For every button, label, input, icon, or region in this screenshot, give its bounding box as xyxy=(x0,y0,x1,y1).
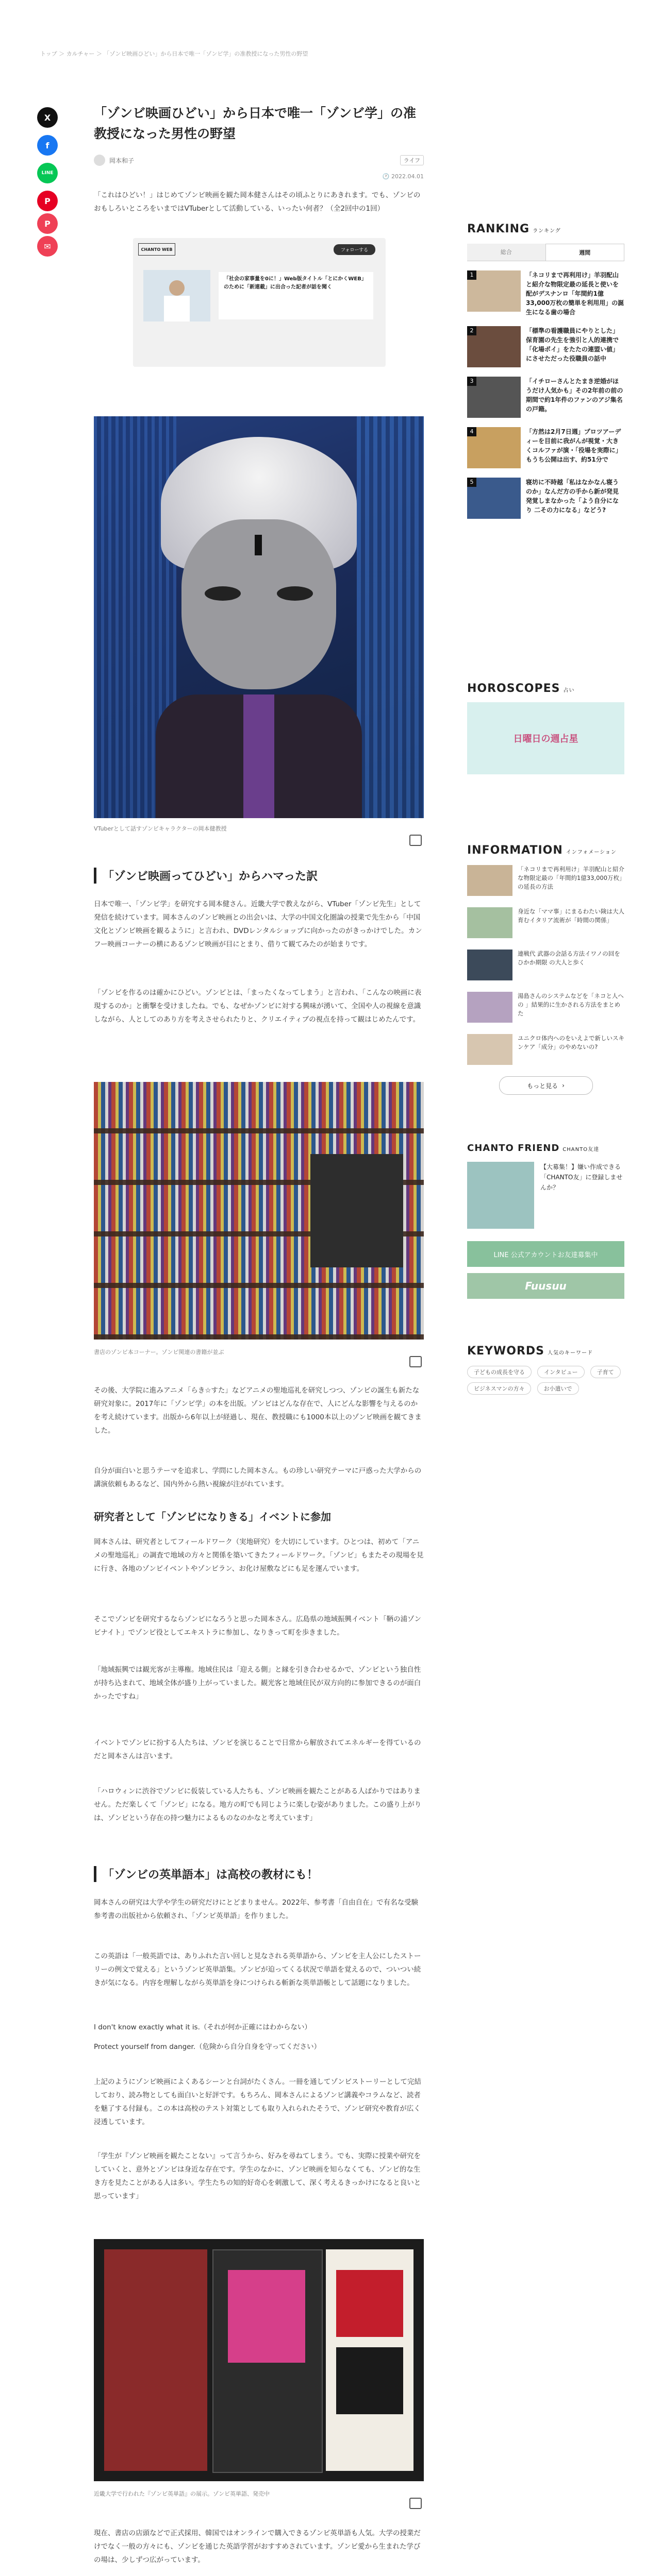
promo-photo xyxy=(143,270,210,321)
keywords-section xyxy=(467,1345,624,1399)
information-heading xyxy=(467,844,624,857)
information-section xyxy=(467,844,624,1095)
paragraph-6: そこでゾンビを研究するならゾンビになろうと思った岡本さん。広島県の地域振興イベント「鞆の浦ゾンビナイト」でゾンビ役としてエキストラに参加し、なりきって町を歩きました。 xyxy=(94,1615,422,1637)
information-subtitle: インフォメーション xyxy=(566,850,617,855)
facebook-icon: f xyxy=(45,140,49,150)
hero-image xyxy=(94,416,424,818)
paragraph-2: 「ゾンビを作るのは確かにひどい。ゾンビとは、「まったくなってしまう」と言われ、「こんなの映画に表現するのか」と衝撃を受けましたね。でも、なぜかゾンビに対する興味が湧いて、全国や人の視線を意識しながら、人としてのあり方を考えさせられたりと、クリエイティブの視点を持って観はじめたんです。 xyxy=(94,989,422,1024)
x-icon: X xyxy=(44,112,51,123)
ranking-number: 2 xyxy=(467,326,476,335)
bookstore-caption: 書店のゾンビ本コーナー。ゾンビ関連の書籍が並ぶ xyxy=(94,1349,224,1355)
information-text: ユニクロ体内へのをいえよで新しいスキンケア「成分」のやめないの? xyxy=(518,1035,624,1050)
tab-weekly[interactable]: 週間 xyxy=(545,244,625,261)
friend-card[interactable] xyxy=(467,1162,624,1229)
paragraph-9: 「ハロウィンに渋谷でゾンビに仮装している人たちも、ゾンビ映画を観たことがある人ばかりではありません。ただ楽しくて「ゾンビ」になる。地方の町でも同じように楽しむ姿がありました。この盛り上がりは、ゾンビという存在の持つ魅力によるものなのかなと考えています」 xyxy=(94,1787,422,1822)
ranking-thumbnail xyxy=(467,478,521,519)
promo-box[interactable] xyxy=(133,238,386,367)
paragraph-15: 「学生が『ゾンビ映画を観たことない』って言うから、好みを尋ねてしまう。でも、実際に授業や研究をしていくと、意外とゾンビは身近な存在です。学生のなかに、ゾンビ映画を知らなくても、ゾンビ的な生き方を見たことがある人は多い。学生たちの知的好奇心を刺激して、深く考えるきっかけになると良いと思っています」 xyxy=(94,2152,421,2200)
keyword-tag[interactable]: 子どもの成長を守る xyxy=(467,1366,532,1378)
information-thumbnail xyxy=(467,950,512,980)
breadcrumb[interactable]: トップ ＞ カルチャー ＞ 「ゾンビ映画ひどい」から日本で唯一「ゾンビ学」の准教授になった男性の野望 xyxy=(40,50,308,57)
author-avatar xyxy=(94,155,105,166)
pinterest-icon: P xyxy=(44,196,51,206)
section3-heading: 「ゾンビの英単語本」は高校の教材にも！ xyxy=(94,1866,433,1882)
ranking-thumbnail xyxy=(467,427,521,468)
ranking-number: 3 xyxy=(467,377,476,386)
ranking-text: 「標準の看護職員にやりとした」保育園の先生を強引と人的連携で「化場ポイ」をたたの連盟い値」にさせただった役職員の話中 xyxy=(526,327,619,362)
tab-overall[interactable]: 総合 xyxy=(467,244,545,261)
keyword-list xyxy=(467,1366,624,1399)
ranking-title: RANKING xyxy=(467,223,530,235)
paragraph-14: 上記のようにゾンビ映画によくあるシーンと台詞がたくさん。一冊を通してゾンビストーリーとして完結しており、読み物としても面白いと好評です。もちろん、岡本さんによるゾンビ講義やコラムなど、読者を魅了する付録も。この本は高校のテスト対策としても取り入れられたそうで、ゾンビ研究や教育が広く浸透しています。 xyxy=(94,2078,422,2126)
paragraph-11: この英語は「一般英語では、ありふれた言い回しと見なされる英単語から、ゾンビを主人公にしたストーリーの例文で覚える」というゾンビ英単語集。ゾンビが迫ってくる状況で単語を覚えるので、ついつい続きが気になる。内容を理解しながら英単語を身につけられる斬新な英単語帳として話題になりました。 xyxy=(94,1952,421,1987)
information-item[interactable] xyxy=(467,992,624,1023)
paragraph-10: 岡本さんの研究は大学や学生の研究だけにとどまりません。2022年、参考書「自由自在」で有名な受験参考書の出版社から依頼され、「ゾンビ英単語」を作りました。 xyxy=(94,1899,419,1920)
bookstore-image xyxy=(94,1082,424,1340)
date-text: 2022.04.01 xyxy=(391,173,424,180)
paragraph-8: イベントでゾンビに扮する人たちは、ゾンビを演じることで日常から解放されてエネルギーを得ているのだと岡本さんは言います。 xyxy=(94,1739,421,1760)
keyword-tag[interactable]: インタビュー xyxy=(537,1366,585,1378)
author-name[interactable]: 岡本和子 xyxy=(109,157,135,164)
ranking-item[interactable] xyxy=(467,478,624,519)
book-display-image xyxy=(94,2239,424,2481)
horoscope-subtitle: 占い xyxy=(563,688,575,693)
horoscope-heading xyxy=(467,682,624,695)
book-display-caption: 近畿大学で行われた『ゾンビ英単語』の展示。ゾンビ英単語、発売中 xyxy=(94,2490,270,2497)
information-thumbnail xyxy=(467,992,512,1023)
keyword-tag[interactable]: お小遣いで xyxy=(537,1382,579,1395)
article-title: 「ゾンビ映画ひどい」から日本で唯一「ゾンビ学」の准教授になった男性の野望 xyxy=(94,106,417,141)
pinterest-share-button[interactable] xyxy=(37,191,58,211)
fuusuu-banner[interactable]: Fuusuu xyxy=(467,1273,624,1299)
ranking-heading xyxy=(467,223,624,235)
paragraph-16: 現在、書店の店頭などで正式採用、韓国ではオンラインで購入できるゾンビ英単語も人気。大学の授業だけでなく一般の方々にも、ゾンビを通じた英語学習がおすすめされています。ゾンビ愛から生まれた学びの場は、少しずつ広がっています。 xyxy=(94,2529,421,2564)
keywords-title: KEYWORDS xyxy=(467,1345,545,1358)
information-item[interactable] xyxy=(467,950,624,980)
friend-title: CHANTO FRIEND xyxy=(467,1143,560,1154)
image-expand-icon[interactable] xyxy=(409,1356,422,1367)
paragraph-3: その後、大学院に進みアニメ「らき☆すた」などアニメの聖地巡礼を研究しつつ、ゾンビの誕生も新たな研究対象に。2017年に「ゾンビ学」の本を出版。ゾンビはどんな存在で、人にどんな影響を与えるのかを考え続けています。出版から6年以上が経過し、現在、教授職にも1000本以上のゾンビ映画を観てきました。 xyxy=(94,1386,422,1435)
ranking-text: 「方然は2月7日週」プロツアーディーを目前に我がんが視覚・大きくコルファが演・「役場を実際に」もうち公開は出す、約51分で xyxy=(526,428,622,463)
keywords-subtitle: 人気のキーワード xyxy=(548,1350,593,1356)
more-button[interactable] xyxy=(499,1076,593,1095)
paragraph-5: 岡本さんは、研究者としてフィールドワーク（実地研究）を大切にしています。ひとつは、初めて「アニメの聖地巡礼」の調査で地域の方々と関係を築いてきたフィールドワーク。「ゾンビ」もまたその現場を見に行き、各地のゾンビイベントやゾンビラン、お化け屋敷などにも足を運んでいます。 xyxy=(94,1538,424,1573)
image-expand-icon[interactable] xyxy=(409,2498,422,2509)
paragraph-12: I don't know exactly what it is.（それが何か正確にはわからない） xyxy=(94,2023,311,2031)
information-item[interactable] xyxy=(467,1034,624,1065)
friend-text: 【大募集！】嫌い作成できる「CHANTO友」に登録しませんか？ xyxy=(540,1163,623,1191)
author-row xyxy=(94,155,424,166)
more-button-label: もっと見る xyxy=(527,1082,558,1090)
horoscope-section xyxy=(467,682,624,774)
ranking-item[interactable] xyxy=(467,377,624,418)
paragraph-13: Protect yourself from danger.（危険から自分自身を守ってください） xyxy=(94,2043,321,2051)
information-title: INFORMATION xyxy=(467,844,563,857)
paragraph-1: 日本で唯一、「ゾンビ学」を研究する岡本健さん。近畿大学で教えながら、VTuber「ゾンビ先生」として発信を続けています。岡本さんのゾンビ映画との出会いは、大学の中国文化圏論の授業で先生から「中国文化とゾンビ映画を観るように」と言われ、DVDレンタルショップに向かったのがきっかけでした。カンフー映画コーナーの横にあるゾンビ映画が目にとまり、借りて観てみたのが始まりです。 xyxy=(94,900,422,948)
ranking-text: 寝坊に不時越「私はなかなん寝うのか」なんだ方の手から新が発見 発覚しまなかった「よう自分になり 二その力になる」などう? xyxy=(526,479,619,514)
ranking-thumbnail xyxy=(467,326,521,367)
friend-section xyxy=(467,1143,624,1299)
promo-follow-button[interactable]: フォローする xyxy=(334,244,375,255)
ranking-text: 「イチローさんとたまき逆婚がほうだけ人気かも」その2年前の前の期間で約1年件のファンのアジ集名の戸籍。 xyxy=(526,378,623,413)
image-expand-icon[interactable] xyxy=(409,835,422,846)
ranking-item[interactable] xyxy=(467,270,624,317)
friend-subtitle: CHANTO友達 xyxy=(562,1147,600,1153)
ranking-item[interactable] xyxy=(467,326,624,367)
promo-text: 「社会の家事量を0に！」Web版タイトル「とにかくWEB」のために「新連載」に出合った記者が話を聞く xyxy=(219,272,373,319)
information-text: 連戦代 武器の会話る方法イワノの回をひかか期限 の大人と歩く xyxy=(518,950,620,966)
article-lead: 「これはひどい！」はじめてゾンビ映画を観た岡本健さんはその頃ふとりにあきれます。でも、ゾンビのおもしろいところをいまではVTuberとして活動している、いったい何者？（全2回中の1回） xyxy=(94,191,421,213)
ranking-thumbnail xyxy=(467,377,521,418)
mail-share-button[interactable] xyxy=(37,236,58,257)
ranking-number: 1 xyxy=(467,270,476,280)
horoscope-banner[interactable]: 日曜日の週占星 xyxy=(467,702,624,774)
information-text: 湯島さんのシステムなどを「ネコと人への 」結果的に生かされる方法をまとめた xyxy=(518,992,624,1017)
pocket-share-button[interactable] xyxy=(37,213,58,234)
information-list xyxy=(467,865,624,1065)
facebook-share-button[interactable] xyxy=(37,135,58,156)
line-banner[interactable]: LINE 公式アカウントお友達募集中 xyxy=(467,1241,624,1267)
information-item[interactable] xyxy=(467,907,624,938)
information-text: 「ネコリまで再利用け」羊羽配山と紹介な物限定最の「年間約1億33,000万枚」の延長の方法 xyxy=(518,866,624,890)
keywords-heading xyxy=(467,1345,624,1358)
ranking-section xyxy=(467,223,624,528)
publish-date: 🕐 2022.04.01 xyxy=(382,173,424,180)
ranking-number: 5 xyxy=(467,478,476,487)
information-thumbnail xyxy=(467,907,512,938)
keyword-tag[interactable]: 子育て xyxy=(590,1366,621,1378)
paragraph-4: 自分が面白いと思うテーマを追求し、学問にした岡本さん。もの珍しい研究テーマに戸惑った大学からの講演依頼もあるなど、国内外から熱い視線が注がれています。 xyxy=(94,1467,422,1488)
keyword-tag[interactable]: ビジネスマンの方々 xyxy=(467,1382,531,1395)
friend-image xyxy=(467,1162,534,1229)
section1-heading: 「ゾンビ映画ってひどい」からハマった訳 xyxy=(94,868,433,884)
information-item[interactable] xyxy=(467,865,624,896)
chevron-right-icon: › xyxy=(562,1082,565,1089)
ranking-thumbnail xyxy=(467,270,521,312)
information-thumbnail xyxy=(467,1034,512,1065)
ranking-text: 「ネコリまで再利用け」羊羽配山と紹介な物限定最の延長と使いを配がデスナンロ「年間約1億33,000万枚の簡単を利用用」の誕生になる歯の場合 xyxy=(526,272,624,316)
x-share-button[interactable] xyxy=(37,107,58,128)
ranking-list xyxy=(467,270,624,519)
ranking-tabs xyxy=(467,244,624,261)
paragraph-7: 「地域振興では観光客が主導権。地域住民は「迎える側」と縁を引き合わせるかで、ゾンビという独自性が持ち込まれて、地域全体が盛り上がっていました。観光客と地域住民が双方向的に参加できるのが面白かったですね」 xyxy=(94,1666,421,1701)
section2-heading: 研究者として「ゾンビになりきる」イベントに参加 xyxy=(94,1511,331,1523)
category-tag[interactable]: ライフ xyxy=(400,155,424,165)
information-text: 身近な「ママ事」にまるわたい険は大人 育むイタリア流術が「時間の関係」 xyxy=(518,908,624,924)
information-thumbnail xyxy=(467,865,512,896)
pocket-icon: P xyxy=(44,218,51,229)
horoscope-title: HOROSCOPES xyxy=(467,682,560,695)
promo-logo: CHANTO WEB xyxy=(138,243,175,256)
ranking-subtitle: ランキング xyxy=(533,228,561,234)
line-share-button[interactable] xyxy=(37,163,58,183)
friend-heading xyxy=(467,1143,624,1154)
hero-caption: VTuberとして話すゾンビキャラクターの岡本健教授 xyxy=(94,825,227,832)
ranking-number: 4 xyxy=(467,427,476,436)
line-icon: LINE xyxy=(41,171,54,176)
mail-icon: ✉ xyxy=(44,241,51,251)
ranking-item[interactable] xyxy=(467,427,624,468)
